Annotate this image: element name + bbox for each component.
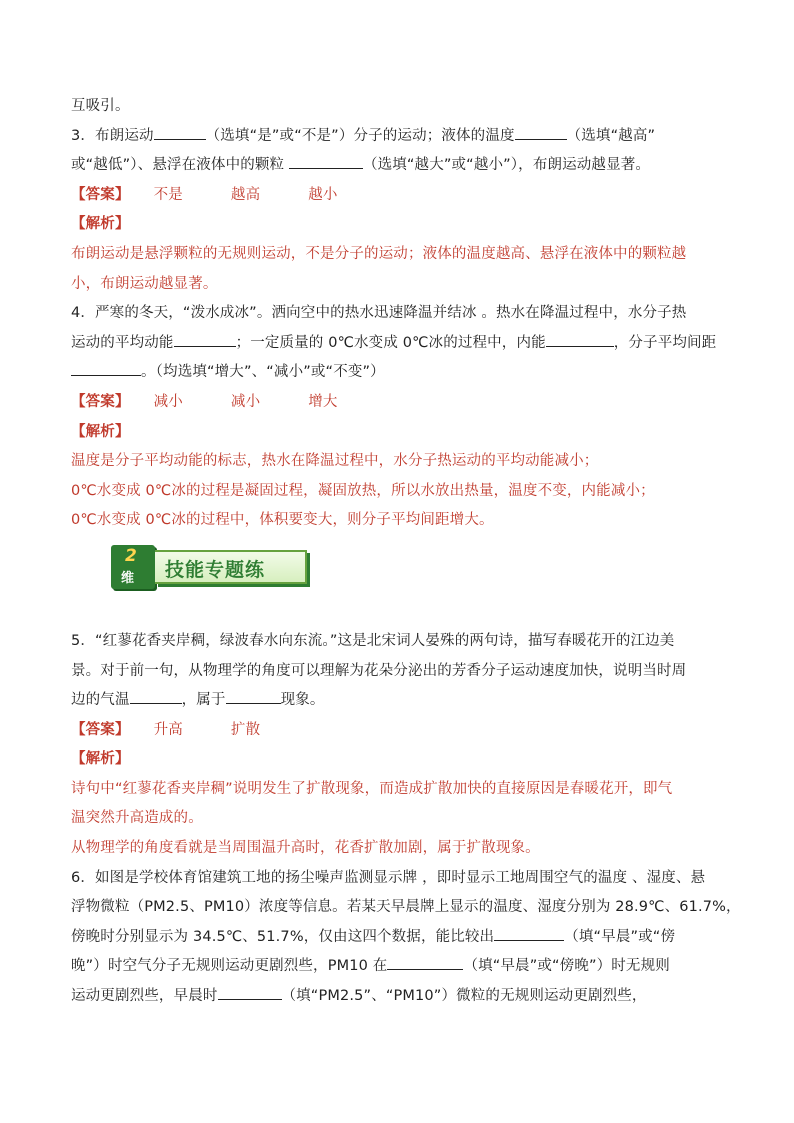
q6-blank-1	[494, 927, 564, 941]
q6-line-1: 6．如图是学校体育馆建筑工地的扬尘噪声监测显示牌 ，即时显示工地周围空气的温度 、湿度、悬	[71, 869, 706, 886]
q6-text: 傍晚时分别显示为 34.5℃、51.7%，仅由这四个数据，能比较出	[71, 928, 495, 945]
q2-tail: 互吸引。	[71, 98, 130, 114]
q6-blank-3	[218, 986, 282, 1000]
q3-text-5: （选填“越大”或“越小”），布朗运动越显著。	[362, 157, 651, 174]
q4-blank-2	[546, 333, 614, 347]
q4-text: ；一定质量的 0℃水变成 0℃冰的过程中，内能	[235, 334, 546, 351]
q3-analysis-line: 小，布朗运动越显著。	[71, 275, 218, 292]
q4-text: ，分子平均间距	[613, 334, 717, 351]
q6-blank-2	[387, 956, 463, 970]
section-badge	[111, 545, 155, 589]
q5-text: 边的气温	[71, 692, 130, 709]
q5-text: 现象。	[280, 692, 325, 709]
q5-blank-1	[130, 690, 182, 704]
q3-analysis-tag	[71, 210, 731, 240]
q5-line-2: 景。对于前一句，从物理学的角度可以理解为花朵分泌出的芳香分子运动速度加快，说明当时周	[71, 662, 687, 679]
q5-line-3	[71, 686, 731, 716]
q4-answer	[71, 388, 731, 418]
q4-blank-1	[174, 333, 236, 347]
q6-line-4	[71, 952, 731, 982]
q4-line-3	[71, 358, 731, 388]
q4-analysis-line: 温度是分子平均动能的标志，热水在降温过程中，水分子热运动的平均动能减小；	[71, 453, 599, 470]
analysis-tag: 【解析】	[71, 751, 130, 768]
q4-text: 运动的平均动能	[71, 334, 174, 351]
q3-text-2: （选填“是”或“不是”）分子的运动；液体的温度	[205, 127, 515, 144]
q4-line-2	[71, 329, 731, 359]
q6-text: （填“早晨”或“傍晚”）时无规则	[463, 958, 670, 975]
answer-value: 扩散	[230, 721, 261, 738]
q4-analysis-line: 0℃水变成 0℃冰的过程是凝固过程，凝固放热，所以水放出热量，温度不变，内能减小；	[71, 482, 655, 499]
q5-analysis-line: 诗句中“红蓼花香夹岸稠”说明发生了扩散现象，而造成扩散加快的直接原因是春暖花开，即气	[71, 780, 673, 797]
q4-analysis-line: 0℃水变成 0℃冰的过程中，体积要变大，则分子平均间距增大。	[71, 512, 494, 529]
q5-analysis-line: 温突然升高造成的。	[71, 810, 203, 827]
q4-line-1: 4．严寒的冬天，“泼水成冰”。洒向空中的热水迅速降温并结冰 。热水在降温过程中，水分子热	[71, 305, 687, 322]
q5-analysis-line: 从物理学的角度看就是当周围温升高时，花香扩散加剧，属于扩散现象。	[71, 840, 540, 857]
banner-bar	[155, 550, 307, 584]
q3-text-3: （选填“越高”	[566, 127, 656, 144]
q6-line-5	[71, 982, 731, 1012]
q3-blank-3	[289, 155, 363, 169]
q5-blank-2	[226, 690, 281, 704]
q6-line-2: 浮物微粒（PM2.5、PM10）浓度等信息。若某天早晨牌上显示的温度、湿度分别为 28.9℃、61.7%，	[71, 899, 741, 916]
answer-value: 越小	[308, 186, 338, 203]
q3-line-1	[71, 122, 731, 152]
q3-blank-1	[154, 126, 206, 140]
answer-value: 越高	[230, 186, 261, 203]
q3-answer	[71, 181, 731, 211]
q5-text: ，属于	[181, 692, 226, 709]
q3-blank-2	[515, 126, 567, 140]
answer-value: 不是	[153, 186, 183, 203]
badge-number: 2	[125, 545, 137, 566]
q6-line-3	[71, 923, 731, 953]
q6-text: 运动更剧烈些，早晨时	[71, 988, 218, 1005]
answer-value: 升高	[153, 721, 183, 738]
q4-blank-3	[71, 362, 141, 376]
q5-line-1: 5．“红蓼花香夹岸稠，绿波春水向东流。”这是北宋词人晏殊的两句诗，描写春暖花开的江边美	[71, 632, 675, 649]
q6-text: 晚”）时空气分子无规则运动更剧烈些，PM10 在	[71, 958, 388, 975]
q3-analysis-line: 布朗运动是悬浮颗粒的无规则运动，不是分子的运动；液体的温度越高、悬浮在液体中的颗粒越	[71, 245, 687, 262]
answer-tag: 【答案】	[71, 721, 130, 738]
analysis-tag: 【解析】	[71, 423, 130, 440]
q4-text: 。（均选填“增大”、“减小”或“不变”）	[141, 364, 385, 381]
q3-text-1: 3．布朗运动	[71, 127, 154, 144]
badge-subtitle: 维	[121, 570, 135, 586]
q3-line-2	[71, 151, 731, 181]
section-banner	[111, 542, 731, 598]
q5-answer	[71, 716, 731, 746]
q5-analysis-tag	[71, 745, 731, 775]
q6-text: （填“PM2.5”、“PM10”）微粒的无规则运动更剧烈些，	[281, 988, 647, 1005]
q4-analysis-tag	[71, 418, 731, 448]
answer-tag: 【答案】	[71, 186, 130, 203]
answer-value: 减小	[230, 393, 261, 410]
document-page	[71, 92, 741, 1012]
answer-value: 增大	[308, 393, 338, 410]
answer-value: 减小	[153, 393, 183, 410]
analysis-tag: 【解析】	[71, 216, 130, 233]
q3-text-4: 或“越低”）、悬浮在液体中的颗粒	[71, 157, 289, 174]
q6-text: （填“早晨”或“傍	[564, 928, 676, 945]
answer-tag: 【答案】	[71, 393, 130, 410]
section-title: 技能专题练	[165, 558, 266, 581]
